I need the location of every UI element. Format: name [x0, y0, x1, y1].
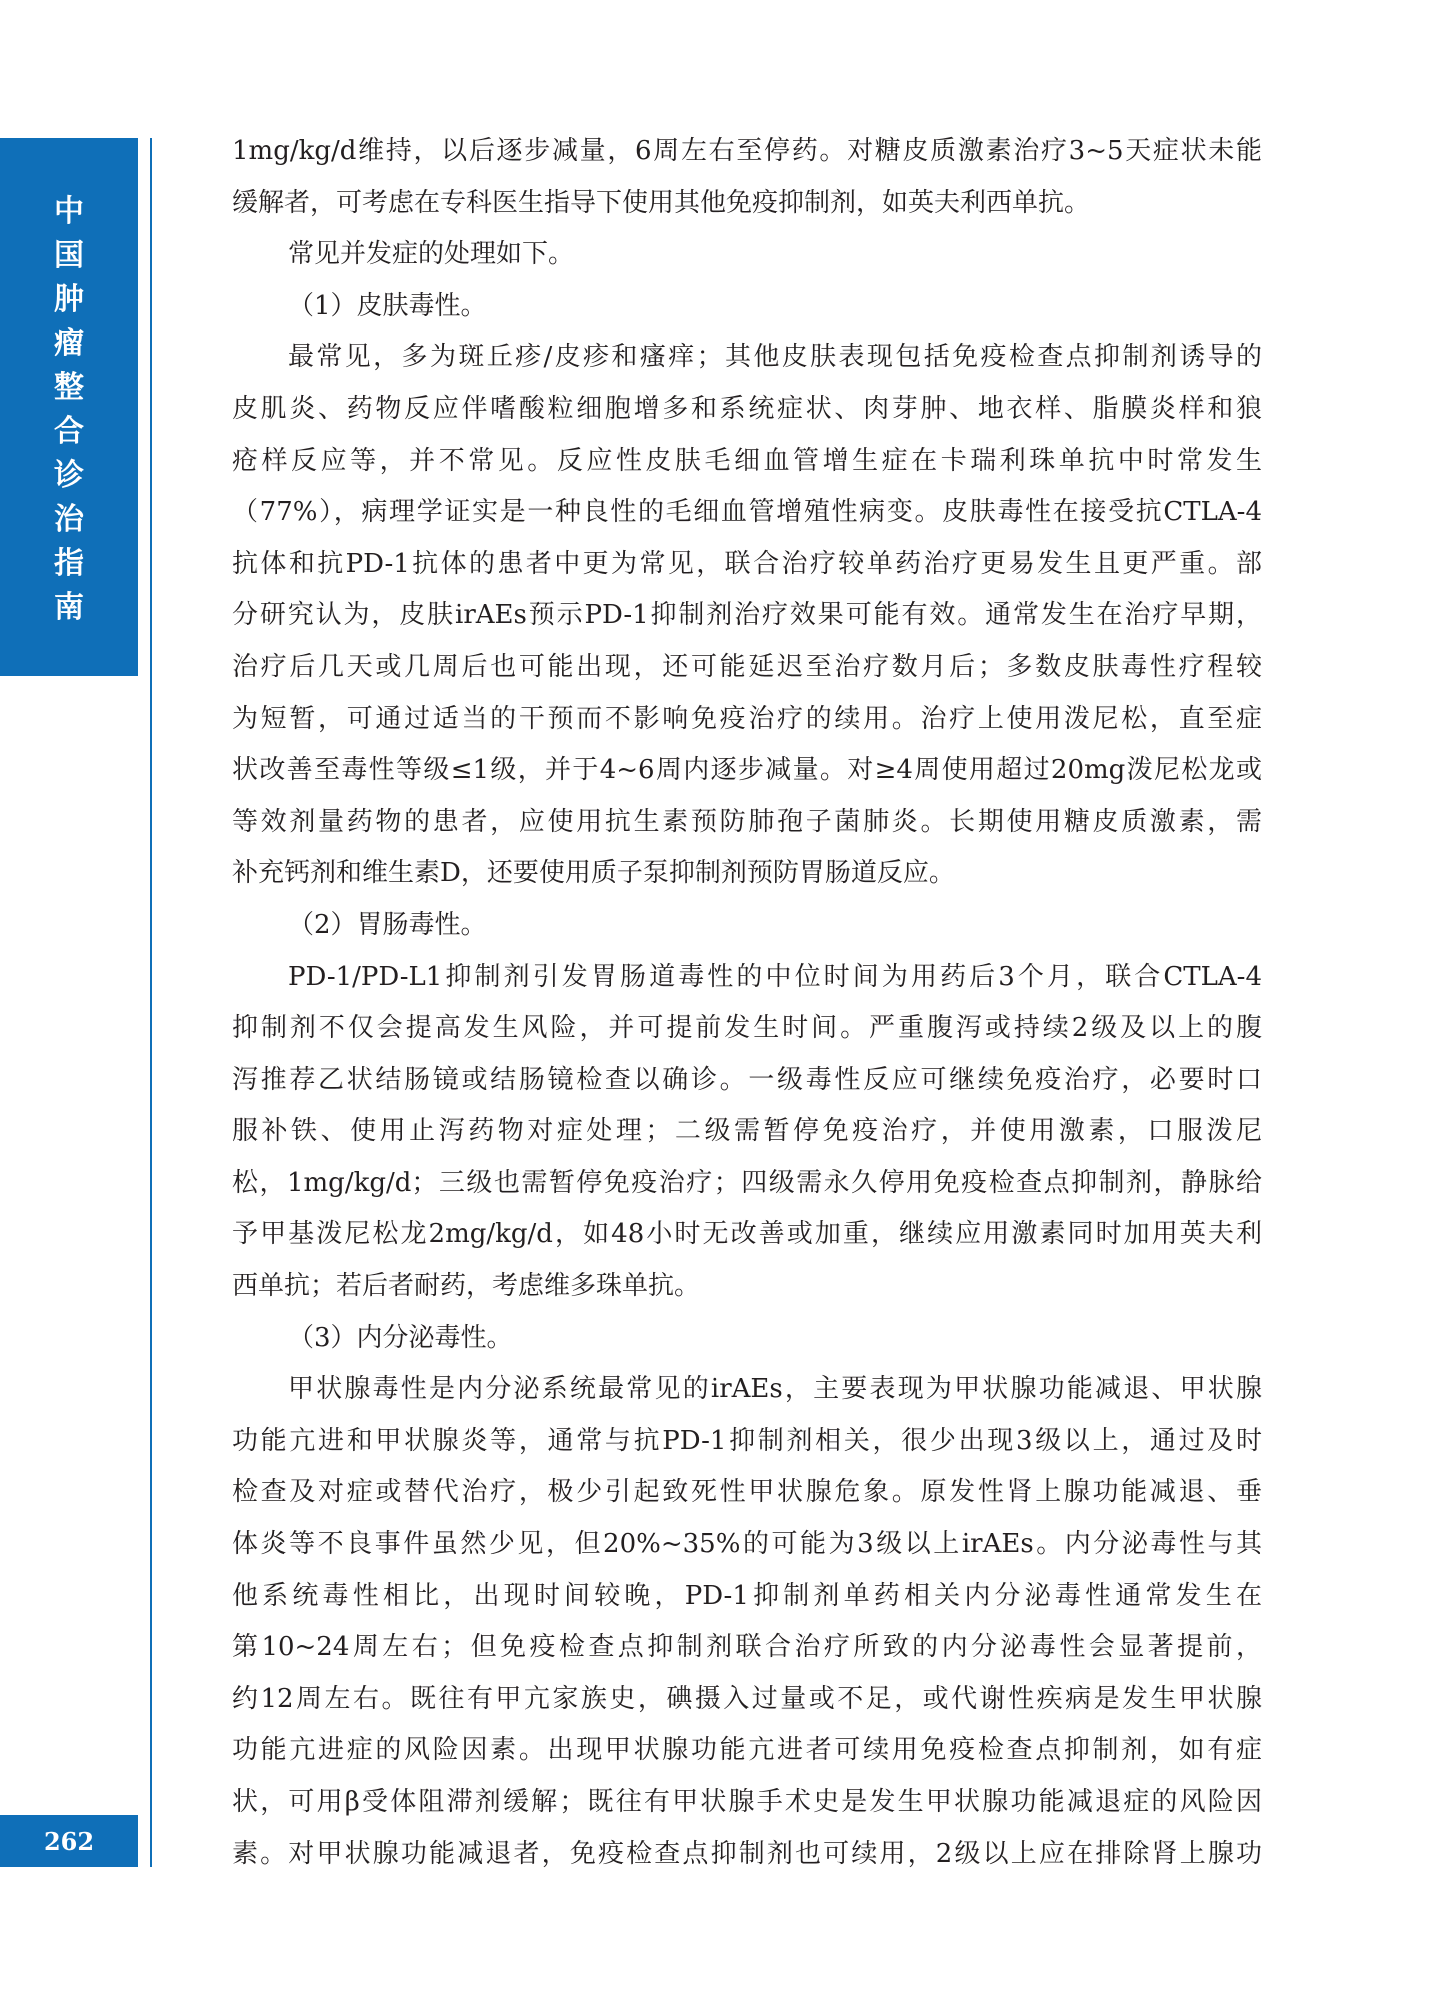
paragraph-first-line: 最常见，多为斑丘疹/皮疹和瘙痒；其他皮肤表现包括免疫检查点抑制剂诱导的: [288, 342, 1262, 373]
paragraph-line: 素。对甲状腺功能减退者，免疫检查点抑制剂也可续用，2级以上应在排除肾上腺功: [232, 1838, 1262, 1869]
paragraph-line: 补充钙剂和维生素D，还要使用质子泵抑制剂预防胃肠道反应。: [232, 858, 955, 889]
paragraph-line: 状，可用β受体阻滞剂缓解；既往有甲状腺手术史是发生甲状腺功能减退症的风险因: [232, 1787, 1262, 1817]
margin-rule: [150, 138, 152, 1867]
paragraph-line: 疮样反应等，并不常见。反应性皮肤毛细血管增生症在卡瑞利珠单抗中时常发生: [232, 445, 1262, 476]
body-text: [232, 126, 1262, 1880]
side-tab-char: 诊: [54, 458, 84, 493]
paragraph-line: 西单抗；若后者耐药，考虑维多珠单抗。: [232, 1271, 701, 1302]
side-tab-char: 肿: [54, 282, 84, 317]
side-tab-char: 治: [54, 502, 84, 537]
paragraph-line: 为短暂，可通过适当的干预而不影响免疫治疗的续用。治疗上使用泼尼松，直至症: [232, 703, 1262, 734]
paragraph-line: 约12周左右。既往有甲亢家族史，碘摄入过量或不足，或代谢性疾病是发生甲状腺: [232, 1683, 1262, 1714]
paragraph-line: （77%），病理学证实是一种良性的毛细血管增殖性病变。皮肤毒性在接受抗CTLA-4: [232, 497, 1262, 528]
side-tab-char: 瘤: [54, 326, 84, 361]
paragraph-line: 分研究认为，皮肤irAEs预示PD-1抑制剂治疗效果可能有效。通常发生在治疗早期，: [232, 600, 1262, 631]
paragraph-first-line: PD-1/PD-L1抑制剂引发胃肠道毒性的中位时间为用药后3个月，联合CTLA-4: [288, 961, 1262, 992]
paragraph-line: 他系统毒性相比，出现时间较晚，PD-1抑制剂单药相关内分泌毒性通常发生在: [232, 1580, 1262, 1611]
page-number-box: [0, 1815, 138, 1867]
paragraph-line: 检查及对症或替代治疗，极少引起致死性甲状腺危象。原发性肾上腺功能减退、垂: [232, 1477, 1262, 1508]
paragraph-line: 状改善至毒性等级≤1级，并于4~6周内逐步减量。对≥4周使用超过20mg泼尼松龙或: [232, 755, 1262, 786]
paragraph-line: 泻推荐乙状结肠镜或结肠镜检查以确诊。一级毒性反应可继续免疫治疗，必要时口: [232, 1064, 1262, 1095]
paragraph-line: 1mg/kg/d维持，以后逐步减量，6周左右至停药。对糖皮质激素治疗3~5天症状未能: [232, 136, 1262, 166]
paragraph-first-line: （2）胃肠毒性。: [288, 909, 487, 940]
side-tab-char: 合: [54, 414, 84, 449]
paragraph-first-line: （3）内分泌毒性。: [288, 1322, 513, 1353]
paragraph-line: 予甲基泼尼松龙2mg/kg/d，如48小时无改善或加重，继续应用激素同时加用英夫利: [232, 1219, 1262, 1250]
paragraph-line: 功能亢进和甲状腺炎等，通常与抗PD-1抑制剂相关，很少出现3级以上，通过及时: [232, 1425, 1262, 1456]
paragraph-line: 松，1mg/kg/d；三级也需暂停免疫治疗；四级需永久停用免疫检查点抑制剂，静脉给: [232, 1167, 1262, 1198]
side-tab-char: 整: [54, 370, 84, 405]
paragraph-first-line: （1）皮肤毒性。: [288, 290, 487, 321]
paragraph-line: 第10~24周左右；但免疫检查点抑制剂联合治疗所致的内分泌毒性会显著提前，: [232, 1632, 1262, 1663]
paragraph-line: 缓解者，可考虑在专科医生指导下使用其他免疫抑制剂，如英夫利西单抗。: [232, 187, 1091, 218]
side-tab-char: 中: [54, 194, 84, 229]
side-tab-char: 南: [54, 590, 84, 625]
paragraph-line: 体炎等不良事件虽然少见，但20%~35%的可能为3级以上irAEs。内分泌毒性与其: [232, 1529, 1262, 1560]
chapter-side-tab: [0, 138, 138, 676]
paragraph-line: 皮肌炎、药物反应伴嗜酸粒细胞增多和系统症状、肉芽肿、地衣样、脂膜炎样和狼: [232, 393, 1262, 424]
paragraph-line: 服补铁、使用止泻药物对症处理；二级需暂停免疫治疗，并使用激素，口服泼尼: [232, 1116, 1262, 1147]
side-tab-char: 国: [54, 238, 84, 273]
paragraph-first-line: 甲状腺毒性是内分泌系统最常见的irAEs，主要表现为甲状腺功能减退、甲状腺: [288, 1374, 1262, 1405]
paragraph-line: 抑制剂不仅会提高发生风险，并可提前发生时间。严重腹泻或持续2级及以上的腹: [232, 1013, 1262, 1044]
paragraph-line: 功能亢进症的风险因素。出现甲状腺功能亢进者可续用免疫检查点抑制剂，如有症: [232, 1735, 1262, 1766]
paragraph-line: 治疗后几天或几周后也可能出现，还可能延迟至治疗数月后；多数皮肤毒性疗程较: [232, 651, 1262, 682]
paragraph-first-line: 常见并发症的处理如下。: [288, 239, 575, 270]
side-tab-char: 指: [54, 546, 84, 581]
paragraph-line: 等效剂量药物的患者，应使用抗生素预防肺孢子菌肺炎。长期使用糖皮质激素，需: [232, 806, 1262, 837]
paragraph-line: 抗体和抗PD-1抗体的患者中更为常见，联合治疗较单药治疗更易发生且更严重。部: [232, 548, 1262, 579]
page-number: 262: [43, 1826, 95, 1856]
